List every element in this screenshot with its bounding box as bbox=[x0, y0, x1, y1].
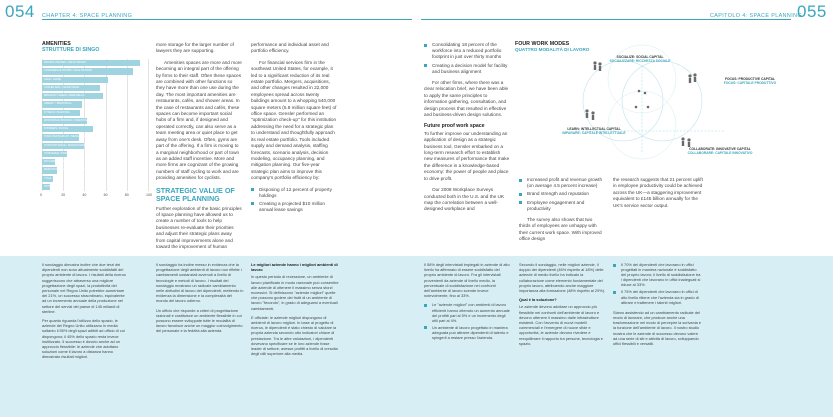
chart-category-label: WORKSPACE BOOKING / PRENOTAZIONE POSTAZIONI bbox=[44, 118, 110, 122]
x-tick-label: 40 bbox=[82, 193, 87, 197]
bullet-item: Increased profit and revenue growth (on average 4.5 percent increase) bbox=[519, 177, 605, 189]
bullet-item: Brand strength and reputation bbox=[519, 191, 605, 197]
x-tick-label: 80 bbox=[124, 193, 129, 197]
section-heading: STRATEGIC VALUE OF SPACE PLANNING bbox=[156, 185, 235, 203]
bullet-item: Le "aziende migliori" con ambienti di lavoro efficienti hanno ottenuto un aumento annuale dei profitti pari al 5% e un incremento degli utili pari al 4%. bbox=[424, 302, 512, 322]
mode-circle bbox=[622, 61, 702, 141]
paragraph: In questo periodo di recessione, un ambiente di lavoro pianificato in modo razionale può consentire alle aziende di ottenere il massimo senza sforzi eccessivi. Si definiscono "aziende migliori" quelle che possono godere dei frutti di un ambiente di lavoro "fecondo", in grado di adeguarsi a eventuali cambiamenti. bbox=[251, 274, 339, 311]
chart-category-label: LIBRARY / BIBLIOTECA bbox=[44, 102, 72, 106]
paragraph: Per quanto riguarda l'utilizzo dello spazio, le aziende del Regno Unito utilizzano in media soltanto il 55% degli spazi adibiti ad ufficio di cui dispongono; il 45% dello spazio resta invece inutilizzato. Il successo è dovuto anche ad un approccio flessibile: le aziende che adottano soluzioni come il lavoro a distanza hanno dimostrato risultati migliori. bbox=[42, 318, 125, 360]
bullet-item: Creating a projected $10 million annual lease savings bbox=[251, 201, 337, 213]
paragraph: E ufficiale: le aziende migliori dispongono di ambienti di lavoro migliori. In base al progetto di ricerca, le dipendenti è stato chiesto di valutare la propria azienda secondo otto indicatori chiave di prestazione. Tra le altre valutazioni, i dipendenti dovevano specificare se le loro aziende fosse leader di settore, avesse profitti a livello di crescita degli utili superiore alla media. bbox=[251, 314, 338, 357]
amenities-chart bbox=[42, 41, 152, 211]
four-work-modes-diagram bbox=[515, 41, 795, 176]
translation-column bbox=[42, 262, 130, 364]
chart-gridline bbox=[148, 59, 149, 191]
paragraph: Amenities spaces are more and more becoming an integral part of the offering by firms to their staff. Often these spaces are combined with other functions so they have more than one use during the day. The most important amenities are restaurants, cafés, and shower areas. In the case of restaurants and cafés, these spaces can become important social hubs of a firm and, if designed and operated correctly, can also serve as a team meeting area or quiet place to get away from one's desk. Often, gyms are part of the offering. If a firm is moving to a marginal neighborhood or part of town as an added staff incentive. More and more firms are cognizant of the growing numbers of staff cycling to work and are providing amenities for cyclists. bbox=[156, 59, 242, 181]
paragraph: Further exploration of the basic principles of space planning have allowed us to create a number of tools to help businesses re-evaluate their priorities and adjust their strategic plans away from capital improvements alone and toward the improvement of human bbox=[156, 205, 242, 249]
chart-category-label: SHOWERS / DOCCE bbox=[44, 127, 69, 130]
chart-category-label: BREAKOUT AREAS / AREE RELAX bbox=[44, 94, 85, 97]
mode-label-socialize: SOCIALIZE: SOCIAL CAPITAL SOCIALIZZARE: RICCHEZZA SOCIALE bbox=[609, 55, 671, 63]
chart-gridline bbox=[127, 59, 128, 191]
bullet-list bbox=[251, 187, 337, 214]
paragraph: To further improve our understanding an application of design as a strategic business tool, Gensler embarked on a long-term research effort to establish new measures of performance that make the difference in a knowledge-based economy: the power of people and place to drive profit. bbox=[424, 130, 510, 181]
text-column-6 bbox=[613, 177, 703, 214]
bullet-item: Employee engagement and productivity bbox=[519, 200, 605, 212]
text-column-4 bbox=[424, 42, 510, 218]
translation-column bbox=[424, 262, 512, 345]
left-header-rule bbox=[42, 19, 412, 20]
translation-column bbox=[613, 262, 701, 350]
chart-title: AMENITIES bbox=[42, 41, 71, 47]
paragraph: Il sondaggio ha inoltre messo in evidenza che la progettazione degli ambienti di lavoro non riflette i cambiamenti sostanziali avvenuti a livello di tecnologie e metodi di lavoro. I risultati del sondaggio mostrano un radicale cambiamento nelle abitudini di lavoro dei dipendenti, mettendo in evidenza la dimensione e la complessità del mondo del lavoro odierno. bbox=[156, 262, 244, 304]
translation-heading: Qual è la soluzione? bbox=[519, 297, 557, 303]
right-page-number: 055 bbox=[797, 2, 827, 21]
bullet-item: Creating a decision model for facility and business alignment bbox=[424, 63, 510, 75]
chart-category-label: MEDITATION ROOM / SALA MEDITAZIONE bbox=[44, 168, 94, 172]
right-header-rule bbox=[421, 19, 791, 20]
x-tick-label: 0 bbox=[40, 193, 42, 197]
paragraph: the research suggests that 21 percent uplift in employee productivity could be achieved across the UK—a staggering improvement equivalent to £145 billion annually for the UK's service sector output. bbox=[613, 177, 703, 208]
x-tick-label: 60 bbox=[103, 193, 108, 197]
translation-heading: Le migliori aziende hanno i migliori ambienti di lavoro bbox=[251, 262, 338, 273]
mode-label-learn: LEARN: INTELLECTUAL CAPITAL IMPARARE: CAPITALE INTELLETTUALE bbox=[562, 127, 626, 135]
chart-category-label: COFFEE BAR / CAFFETTERIA bbox=[44, 85, 80, 89]
text-column-3 bbox=[251, 42, 337, 218]
left-chapter-title: CHAPTER 4: SPACE PLANNING bbox=[42, 13, 133, 19]
italian-translation-band bbox=[0, 256, 833, 417]
bullet-list bbox=[613, 262, 701, 305]
bullet-item: Disposing of 12 percent of property holdings bbox=[251, 187, 337, 199]
bullet-item: Un ambiente di lavoro progettato in maniera adeguata può attrarre dipendenti di talento e spingerli a restare presso l'azienda. bbox=[424, 325, 512, 340]
mode-label-focus: FOCUS: PRODUCTIVE CAPITAL FOCUS: CAPITALE PRODUTTIVO bbox=[723, 77, 777, 85]
paragraph: The survey also shows that two thirds of employees are unhappy with their current work space. With improved office design bbox=[519, 217, 602, 242]
bullet-item: Il 75% dei dipendenti che lavorano in uffici di alto livello ritiene che l'azienda sia in grado di attirare e trattenere i talenti migliori. bbox=[613, 289, 701, 304]
diagram-subtitle: QUATTRO MODALITÀ DI LAVORO bbox=[515, 47, 590, 52]
paragraph: Il 58% degli intervistati impiegati in aziende di alto livello ha affermato di essere soddisfatto del proprio ambiente di lavoro. Fra gli intervistati provenienti da aziende di livello medio, la percentuale di soddisfazione nei confronti dell'ambiente di lavoro scende invece notevolmente, fino al 33%. bbox=[424, 262, 510, 299]
mode-label-collaborate: COLLABORATE: INNOVATIVE CAPITAL COLLABORARE: CAPITALE INNOVATIVO bbox=[687, 147, 753, 155]
paragraph: Our 2008 Workplace Surveys conducted both in the U.S. and the UK map the correlation between a well-designed workplace and bbox=[424, 187, 505, 212]
bullet-item: Consolidating 18 percent of the workforce into a reduced portfolio footprint in just over thirty months bbox=[424, 42, 510, 61]
bullet-list bbox=[424, 42, 510, 75]
paragraph: Il sondaggio dimostra inoltre che due terzi dei dipendenti non sono attualmente soddisfatti del proprio ambiente di lavoro. I risultati della ricerca suggeriscono che attraverso una migliore progettazione degli spazi, la produttività del personale nel Regno Unito potrebbe aumentare del 21%, un successo straordinario, equivalente ad un incremento annuale della produzione nel settore dei servizi del paese di 145 miliardi di sterline. bbox=[42, 262, 126, 314]
chart-category-label: YOGA / YOGA bbox=[44, 176, 61, 180]
chart-category-label: OUTDOOR SPACE / SPAZIO ESTERNO bbox=[44, 143, 90, 147]
paragraph: For financial services firm in the southeast United States, for example, it led to a significant reduction of its real estate portfolio. Mergers, acquisitions, and other changes resulted in 22,000 employees spread across twenty buildings amount to a whopping 540,000 square meters (5.8 million square feet) of office space. Gensler performed an "optimization check-up" for this institution addressing the need for a strategic plan to understand and thoughtfully approach its real estate portfolio. Tools included supply and demand analysis, staffing forecasts, scenario analysis, decision modeling, occupancy planning, and mitigation planning. Our five-year strategic plan aims to improve this company's portfolio efficiency by: bbox=[251, 59, 337, 181]
chart-category-label: CONFERENCE ROOMS / SALE RIUNIONI bbox=[44, 69, 93, 73]
text-column-2 bbox=[156, 42, 242, 255]
translation-column bbox=[251, 262, 339, 360]
bullet-item: Il 70% dei dipendenti che lavorano in uffici progettati in maniera razionale è soddisfatto del proprio lavoro; il livello di soddisfazione tra i dipendenti che lavorano in uffici inadeguati si riduce al 33%. bbox=[613, 262, 701, 287]
paragraph: Secondo il sondaggio, nelle migliori aziende, il doppio dei dipendenti (46% rispetto al 18%) delle aziende di medio livello ha indicato la collaborazione come elemento fondamentale del proprio lavoro, attribuendo anche maggiore importanza alla formazione (48% rispetto al 29%). bbox=[519, 262, 606, 294]
paragraph: more storage for the larger number of lawyers they are supporting. bbox=[156, 42, 234, 54]
chart-category-label: CAFE / CAFFÈ bbox=[44, 77, 61, 81]
translation-column bbox=[156, 262, 244, 338]
subsection-heading: Future proof work space bbox=[424, 123, 485, 130]
chart-plot-area bbox=[40, 59, 152, 201]
chart-category-label: CONCIERGE / PORTINERIA bbox=[44, 151, 77, 155]
paragraph: Le aziende devono adottare un approccio più flessibile nei confronti dell'ambiente di lavoro e devono ottenere il massimo dalle infrastrutture esistenti. Con l'avvento di nuovi modelli commerciali e l'emergere di nuove sfide e opportunità, le aziende devono rivedere e reequilibrare il rapporto tra persone, tecnologia e spazio. bbox=[519, 304, 603, 346]
diagram-title: FOUR WORK MODES bbox=[515, 41, 570, 47]
chart-category-label: STAFF RESTAURANT / MENSA AZIENDALE bbox=[44, 135, 95, 139]
text-column-5 bbox=[519, 177, 605, 248]
chart-category-label: OTHER / ALTRO bbox=[44, 184, 63, 188]
left-page-number: 054 bbox=[5, 2, 35, 21]
paragraph: performance and individual asset and portfolio efficiency. bbox=[251, 42, 329, 54]
paragraph: For other firms, where there was a clear relocation brief, we have been able to apply the same principles to information gathering, consultation, and design process that resulted in effective and business-driven design solutions. bbox=[424, 80, 509, 118]
chart-category-label: DAYCARE / ASILO NIDO bbox=[44, 160, 73, 163]
chart-category-label: PRIVATE OFFICES / UFFICI PRIVATI bbox=[44, 61, 87, 64]
paragraph: Siamo assistendo ad un cambiamento radicale del modo di lavorare, che produce anche una trasformazione nel modo di percepire la scrivania e la funzione dell'ambiente di lavoro. Il nostro studio mostra che le aziende di successo devono valere ad una serie di siti e attività di lavoro, sviluppando uffici flessibili e versatili. bbox=[613, 309, 702, 346]
x-tick-label: 100 bbox=[146, 193, 152, 197]
right-chapter-title: CAPITOLO 4: SPACE PLANNING bbox=[710, 13, 802, 19]
bullet-list bbox=[424, 302, 512, 340]
x-tick-label: 20 bbox=[61, 193, 66, 197]
translation-column bbox=[519, 262, 607, 350]
chart-subtitle: STRUTTURE DI SINGO bbox=[42, 47, 100, 53]
chart-category-label: FITNESS / PALESTRA bbox=[44, 110, 70, 114]
paragraph: Un ufficio che risponde a criteri di progettazione razionali e costituisce un ambiente flessibile in cui possono essere sviluppate tutte le modalità di lavoro favorisce anche un maggior coinvolgimento del personale e la fedeltà alla azienda. bbox=[156, 307, 243, 334]
bullet-list bbox=[519, 177, 605, 212]
